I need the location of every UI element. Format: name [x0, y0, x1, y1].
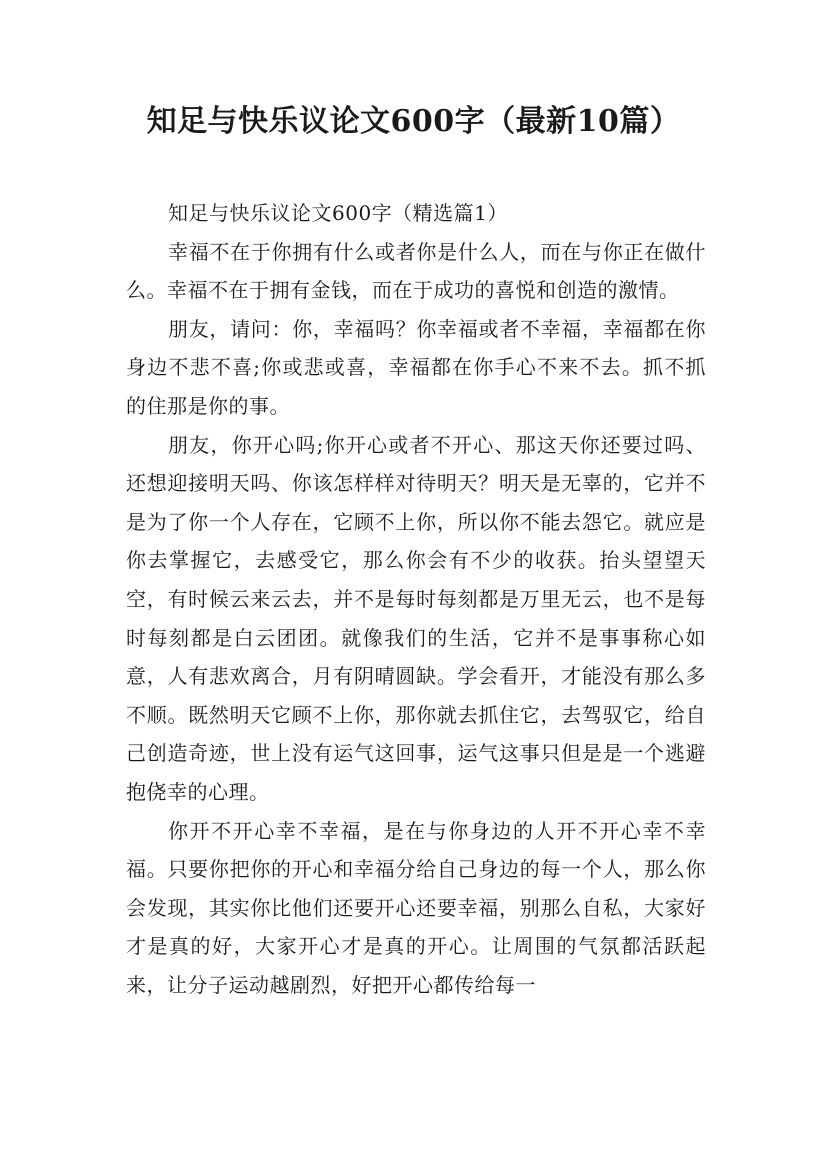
document-title: 知足与快乐议论文600字（最新10篇） [146, 104, 681, 139]
paragraph-2: 朋友，请问：你，幸福吗？你幸福或者不幸福，幸福都在你身边不悲不喜;你或悲或喜，幸福都在你手心不来不去。抓不抓的住那是你的事。 [126, 316, 706, 418]
section-title: 知足与快乐议论文600字（精选篇1） [168, 201, 508, 225]
paragraph-3: 朋友，你开心吗;你开心或者不开心、那这天你还要过吗、还想迎接明天吗、你该怎样样对待明天？明天是无辜的，它并不是为了你一个人存在，它顾不上你，所以你不能去怨它。就应是你去掌握它，去感受它，那么你会有不少的收获。抬头望望天空，有时候云来云去，并不是每时每刻都是万里无云，也不是每时每刻都是白云团团。就像我们的生活，它并不是事事称心如意，人有悲欢离合，月有阴晴圆缺。学会看开，才能没有那么多不顺。既然明天它顾不上你，那你就去抓住它，去驾驭它，给自己创造奇迹，世上没有运气这回事，运气这事只但是是一个逃避抱侥幸的心理。 [126, 432, 706, 804]
paragraph-4: 你开不开心幸不幸福，是在与你身边的人开不开心幸不幸福。只要你把你的开心和幸福分给自己身边的每一个人，那么你会发现，其实你比他们还要开心还要幸福，别那么自私，大家好才是真的好，大家开心才是真的开心。让周围的气氛都活跃起来，让分子运动越剧烈，好把开心都传给每一 [126, 818, 706, 997]
document-body [126, 194, 706, 1004]
paragraph-1: 幸福不在于你拥有什么或者你是什么人，而在与你正在做什么。幸福不在于拥有金钱，而在于成功的喜悦和创造的激情。 [126, 239, 706, 303]
